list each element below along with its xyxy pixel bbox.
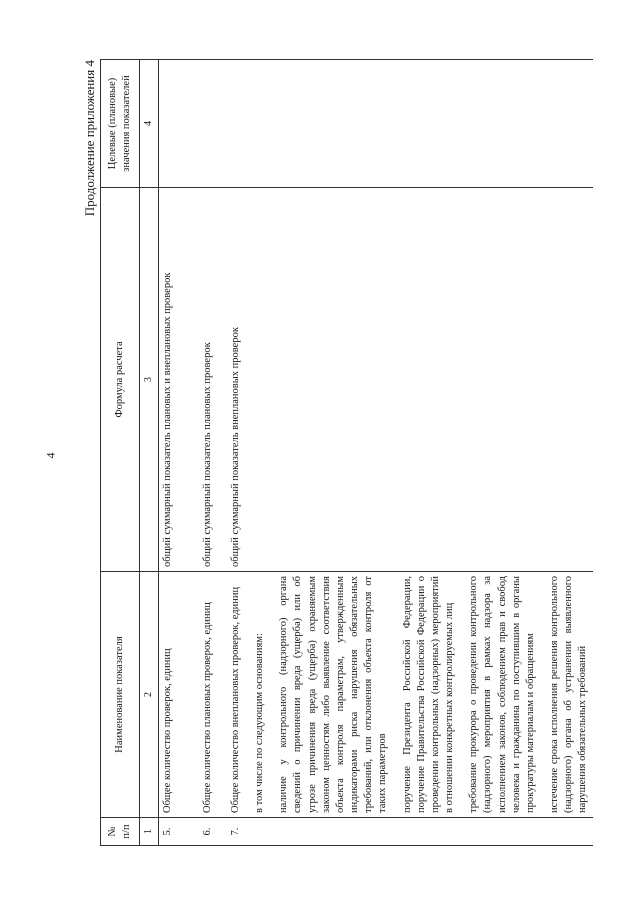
target-value xyxy=(199,60,227,188)
row-number: 7. xyxy=(227,818,593,846)
ground-item: истечение срока исполнения решения контрольного (надзорного) органа об устранении выявленного нарушения обязательных требований xyxy=(549,576,589,813)
column-index: 2 xyxy=(140,572,159,818)
indicator-name-text: Общее количество проверок, единиц xyxy=(161,648,173,813)
column-index-row xyxy=(140,60,159,846)
target-value xyxy=(158,60,199,188)
header-formula: Формула расчета xyxy=(101,188,140,572)
formula xyxy=(199,188,227,572)
indicator-name-text: Общее количество внеплановых проверок, единиц xyxy=(229,586,241,813)
grounds-intro: в том числе по следующим основаниям: xyxy=(254,633,266,813)
ground-item: требование прокурора о проведении контрольного (надзорного) мероприятия в рамках надзора за исполнением законов, соблюдением прав и свобод человека и гражданина по поступившим в органы прокуратуры материалам и обращениям xyxy=(468,576,536,813)
continuation-note: Продолжение приложения 4 xyxy=(82,60,97,217)
indicator-name xyxy=(199,572,227,818)
header-row xyxy=(101,60,140,846)
header-number: № п/п xyxy=(101,818,140,846)
indicator-name xyxy=(227,572,593,818)
ground-item: наличие у контрольного (надзорного) органа сведений о причинении вреда (ущерба) или об угрозе причинения вреда (ущерба) охраняемым законом ценностям либо выявление соответствия объекта контроля параметрам, утвержденным индикаторами риска нарушения обязательных требований, или отклонения объекта контроля от таких параметров xyxy=(278,576,389,813)
column-index: 3 xyxy=(140,188,159,572)
target-value xyxy=(227,60,593,188)
header-target-values: Целевые (плановые) значения показателей xyxy=(101,60,140,188)
table-row xyxy=(158,60,199,846)
column-index: 1 xyxy=(140,818,159,846)
formula-text: общий суммарный показатель плановых и внеплановых проверок xyxy=(161,272,173,567)
table-row xyxy=(227,60,593,846)
formula-text: общий суммарный показатель внеплановых проверок xyxy=(229,327,241,567)
page-number: 4 xyxy=(43,452,58,459)
indicator-name-text: Общее количество плановых проверок, единиц xyxy=(201,602,213,813)
column-index: 4 xyxy=(140,60,159,188)
row-number: 5. xyxy=(158,818,199,846)
row-number: 6. xyxy=(199,818,227,846)
rotated-page-content xyxy=(82,56,638,846)
ground-item: поручение Президента Российской Федерации, поручение Правительства Российской Федерации о проведении контрольных (надзорных) мероприятий в отношении конкретных контролируемых лиц xyxy=(401,576,456,813)
table-row xyxy=(199,60,227,846)
formula xyxy=(158,188,199,572)
formula-text: общий суммарный показатель плановых проверок xyxy=(201,342,213,567)
indicator-name xyxy=(158,572,199,818)
formula xyxy=(227,188,593,572)
header-indicator-name: Наименование показателя xyxy=(101,572,140,818)
indicators-table xyxy=(100,59,593,846)
